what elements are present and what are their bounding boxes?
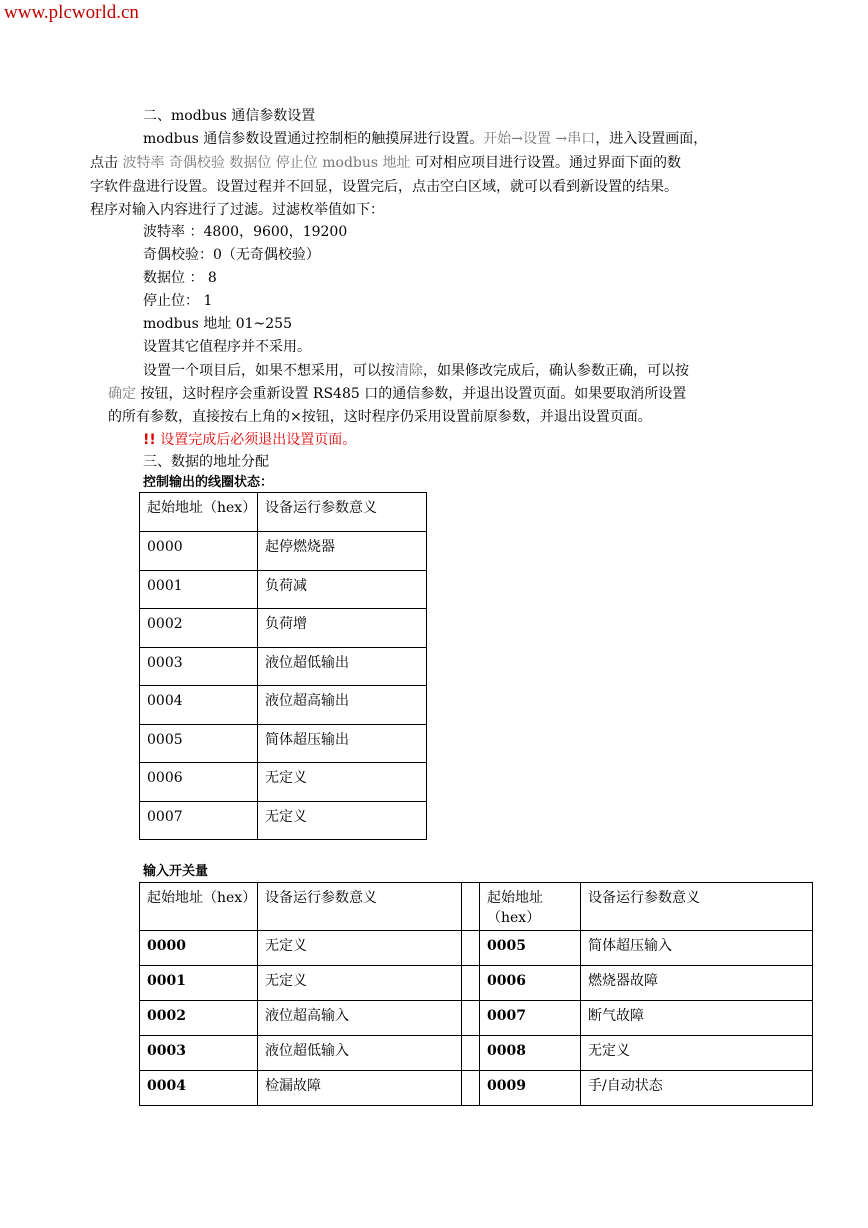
meaning-cell: 液位超低输出 bbox=[258, 647, 427, 686]
column-header: 设备运行参数意义 bbox=[581, 883, 813, 931]
meaning-cell: 检漏故障 bbox=[258, 1071, 462, 1106]
paragraph-6-tail: 按钮，这时程序会重新设置 RS485 口的通信参数，并退出设置页面。如果要取消所设置 bbox=[136, 386, 687, 402]
meaning-cell: 无定义 bbox=[258, 931, 462, 966]
paragraph-2-tail: 可对相应项目进行设置。通过界面下面的数 bbox=[410, 155, 681, 171]
value-parity: 奇偶校验：0（无奇偶校验） bbox=[143, 247, 320, 263]
address-cell: 0006 bbox=[140, 763, 258, 802]
column-header: 起始地址（hex） bbox=[140, 883, 258, 931]
address-cell: 0007 bbox=[140, 801, 258, 840]
meaning-cell: 无定义 bbox=[581, 1036, 813, 1071]
column-header: 设备运行参数意义 bbox=[258, 493, 427, 532]
paragraph-2-text: 点击 bbox=[90, 155, 123, 171]
section-2-heading: 二、modbus 通信参数设置 bbox=[143, 108, 316, 124]
table-row bbox=[140, 763, 427, 802]
table-row bbox=[140, 801, 427, 840]
table-row bbox=[140, 647, 427, 686]
spacer-cell bbox=[462, 931, 480, 966]
address-cell: 0005 bbox=[140, 724, 258, 763]
address-cell: 0001 bbox=[140, 966, 258, 1001]
table-row bbox=[140, 532, 427, 571]
meaning-cell: 液位超低输入 bbox=[258, 1036, 462, 1071]
meaning-cell: 简体超压输出 bbox=[258, 724, 427, 763]
coil-table-title: 控制输出的线圈状态： bbox=[143, 475, 274, 490]
address-cell: 0003 bbox=[140, 647, 258, 686]
address-cell: 0008 bbox=[480, 1036, 581, 1071]
meaning-cell: 无定义 bbox=[258, 801, 427, 840]
address-cell: 0009 bbox=[480, 1071, 581, 1106]
address-cell: 0002 bbox=[140, 609, 258, 648]
table-row bbox=[140, 686, 427, 725]
spacer-cell bbox=[462, 883, 480, 931]
warning-line bbox=[143, 430, 356, 450]
paragraph-6 bbox=[108, 384, 686, 404]
value-baud: 波特率 ：4800，9600，19200 bbox=[143, 224, 348, 240]
address-cell: 0004 bbox=[140, 1071, 258, 1106]
table-row bbox=[140, 570, 427, 609]
address-cell: 0000 bbox=[140, 532, 258, 571]
address-cell: 0007 bbox=[480, 1001, 581, 1036]
address-cell: 0001 bbox=[140, 570, 258, 609]
column-header: 起始地址（hex） bbox=[480, 883, 581, 931]
table-header-row bbox=[140, 493, 427, 532]
meaning-cell: 断气故障 bbox=[581, 1001, 813, 1036]
address-cell: 0000 bbox=[140, 931, 258, 966]
meaning-cell: 负荷减 bbox=[258, 570, 427, 609]
table-row bbox=[140, 1036, 813, 1071]
address-cell: 0003 bbox=[140, 1036, 258, 1071]
warning-text: 设置完成后必须退出设置页面。 bbox=[155, 432, 357, 448]
table-row bbox=[140, 931, 813, 966]
table-header-row bbox=[140, 883, 813, 931]
meaning-cell: 无定义 bbox=[258, 966, 462, 1001]
spacer-cell bbox=[462, 966, 480, 1001]
table-row bbox=[140, 724, 427, 763]
paragraph-1-tail: ，进入设置画面， bbox=[595, 131, 708, 147]
table-row bbox=[140, 609, 427, 648]
input-table-title: 输入开关量 bbox=[143, 864, 209, 879]
paragraph-1-text: modbus 通信参数设置通过控制柜的触摸屏进行设置。 bbox=[143, 131, 484, 147]
column-header: 起始地址（hex） bbox=[140, 493, 258, 532]
meaning-cell: 燃烧器故障 bbox=[581, 966, 813, 1001]
spacer-cell bbox=[462, 1071, 480, 1106]
paragraph-3: 字软件盘进行设置。设置过程并不回显，设置完后，点击空白区域，就可以看到新设置的结果。 bbox=[90, 179, 678, 195]
spacer-cell bbox=[462, 1036, 480, 1071]
warning-icon: !! bbox=[143, 432, 156, 448]
paragraph-5-text: 设置一个项目后，如果不想采用，可以按 bbox=[143, 363, 395, 379]
value-stop-bits: 停止位： 1 bbox=[143, 293, 213, 309]
meaning-cell: 简体超压输入 bbox=[581, 931, 813, 966]
meaning-cell: 无定义 bbox=[258, 763, 427, 802]
ok-label: 确定 bbox=[108, 386, 136, 402]
value-modbus-address: modbus 地址 01~255 bbox=[143, 316, 292, 332]
coil-table bbox=[139, 492, 427, 840]
paragraph-5 bbox=[143, 361, 689, 381]
column-header: 设备运行参数意义 bbox=[258, 883, 462, 931]
paragraph-4: 程序对输入内容进行了过滤。过滤枚举值如下： bbox=[90, 202, 384, 218]
meaning-cell: 手/自动状态 bbox=[581, 1071, 813, 1106]
setting-items: 波特率 奇偶校验 数据位 停止位 modbus 地址 bbox=[122, 155, 411, 171]
meaning-cell: 液位超高输入 bbox=[258, 1001, 462, 1036]
spacer-cell bbox=[462, 1001, 480, 1036]
paragraph-2 bbox=[90, 153, 681, 173]
table-row bbox=[140, 1001, 813, 1036]
meaning-cell: 负荷增 bbox=[258, 609, 427, 648]
address-cell: 0006 bbox=[480, 966, 581, 1001]
clear-label: 清除 bbox=[395, 363, 423, 379]
paragraph-7: 的所有参数，直接按右上角的×按钮，这时程序仍采用设置前原参数，并退出设置页面。 bbox=[108, 409, 652, 425]
meaning-cell: 液位超高输出 bbox=[258, 686, 427, 725]
table-row bbox=[140, 1071, 813, 1106]
address-cell: 0002 bbox=[140, 1001, 258, 1036]
value-other: 设置其它值程序并不采用。 bbox=[143, 339, 311, 355]
paragraph-5-tail: ，如果修改完成后，确认参数正确，可以按 bbox=[423, 363, 689, 379]
table-row bbox=[140, 966, 813, 1001]
input-table bbox=[139, 882, 813, 1106]
menu-path: 开始→设置 →串口 bbox=[483, 131, 596, 147]
address-cell: 0005 bbox=[480, 931, 581, 966]
paragraph-1 bbox=[143, 129, 707, 149]
value-data-bits: 数据位 ： 8 bbox=[143, 270, 217, 286]
address-cell: 0004 bbox=[140, 686, 258, 725]
section-3-heading: 三、数据的地址分配 bbox=[143, 454, 269, 470]
meaning-cell: 起停燃烧器 bbox=[258, 532, 427, 571]
watermark[interactable]: www.plcworld.cn bbox=[4, 2, 139, 23]
